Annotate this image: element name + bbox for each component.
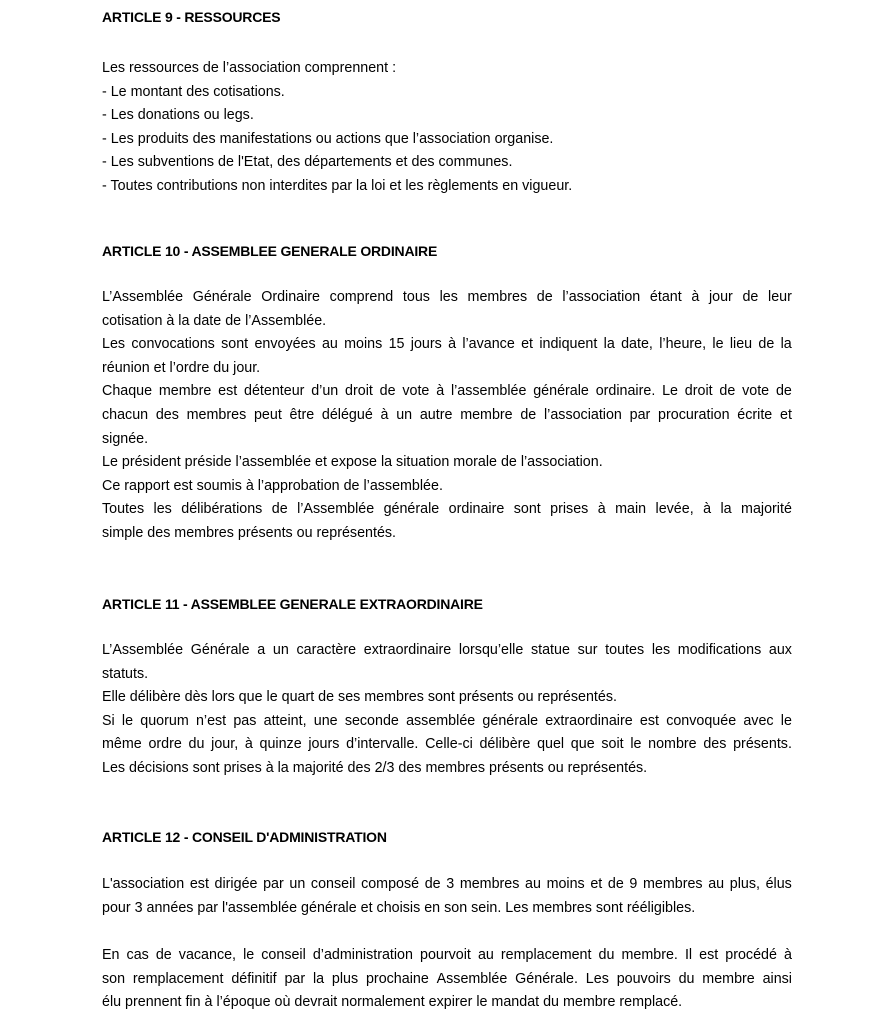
article-12-line: son remplacement définitif par la plus prochaine Assemblée Générale. Les pouvoirs du membre ainsi — [102, 970, 792, 987]
article-9-line: - Les produits des manifestations ou actions que l’association organise. — [102, 130, 554, 147]
article-10-line: chacun des membres peut être délégué à un autre membre de l’association par procuration écrite et — [102, 406, 792, 423]
article-9-line: - Le montant des cotisations. — [102, 83, 285, 100]
article-9-line: - Toutes contributions non interdites par la loi et les règlements en vigueur. — [102, 177, 573, 194]
article-12-line: L'association est dirigée par un conseil composé de 3 membres au moins et de 9 membres au plus, élus — [102, 876, 792, 892]
article-11-line: L’Assemblée Générale a un caractère extraordinaire lorsqu’elle statue sur toutes les modifications aux — [102, 642, 792, 658]
article-10-line: Le président préside l’assemblée et expose la situation morale de l’association. — [102, 454, 603, 471]
article-10-line: Chaque membre est détenteur d’un droit de vote à l’assemblée générale ordinaire. Le droit de vote de — [102, 383, 792, 400]
article-10-line: Toutes les délibérations de l’Assemblée générale ordinaire sont prises à main levée, à la majorité — [102, 501, 792, 518]
article-10-line: signée. — [102, 430, 149, 447]
article-11-body — [102, 639, 792, 781]
article-10-line: Les convocations sont envoyées au moins 15 jours à l’avance et indiquent la date, l’heure, le lieu de la — [102, 336, 792, 353]
article-12-line: élu prennent fin à l’époque où devrait normalement expirer le mandat du membre remplacé. — [102, 994, 683, 1011]
article-10-line: cotisation à la date de l’Assemblée. — [102, 312, 327, 329]
article-9-body — [102, 57, 792, 199]
article-11-line: même ordre du jour, à quinze jours d’intervalle. Celle-ci délibère quel que soit le nombre des présents. — [102, 736, 792, 753]
article-12-line: pour 3 années par l'assemblée générale et choisis en son sein. Les membres sont rééligibles. — [102, 899, 696, 916]
article-10-line: simple des membres présents ou représentés. — [102, 524, 397, 541]
article-11-line: Les décisions sont prises à la majorité des 2/3 des membres présents ou représentés. — [102, 759, 648, 776]
article-10-line: L’Assemblée Générale Ordinaire comprend tous les membres de l’association étant à jour de leur — [102, 289, 792, 305]
article-12-heading: ARTICLE 12 - CONSEIL D'ADMINISTRATION — [102, 829, 387, 845]
article-9-line: Les ressources de l’association comprennent : — [102, 60, 397, 76]
article-10-heading: ARTICLE 10 - ASSEMBLEE GENERALE ORDINAIRE — [102, 243, 438, 259]
article-11-line: statuts. — [102, 665, 149, 682]
article-11-line: Si le quorum n’est pas atteint, une seconde assemblée générale extraordinaire est convoquée avec le — [102, 712, 792, 729]
article-10-line: réunion et l’ordre du jour. — [102, 359, 261, 376]
article-12-paragraph-1 — [102, 873, 792, 920]
article-10-line: Ce rapport est soumis à l’approbation de l’assemblée. — [102, 477, 443, 494]
article-9-line: - Les subventions de l'Etat, des départements et des communes. — [102, 154, 513, 171]
article-12-line: En cas de vacance, le conseil d’administration pourvoit au remplacement du membre. Il est procédé à — [102, 947, 792, 963]
article-10-body — [102, 286, 792, 546]
article-12-paragraph-2 — [102, 944, 792, 1015]
article-11-line: Elle délibère dès lors que le quart de ses membres sont présents ou représentés. — [102, 689, 617, 706]
article-11-heading: ARTICLE 11 - ASSEMBLEE GENERALE EXTRAORDINAIRE — [102, 596, 483, 612]
article-9-line: - Les donations ou legs. — [102, 107, 254, 124]
article-9-heading: ARTICLE 9 - RESSOURCES — [102, 9, 281, 25]
